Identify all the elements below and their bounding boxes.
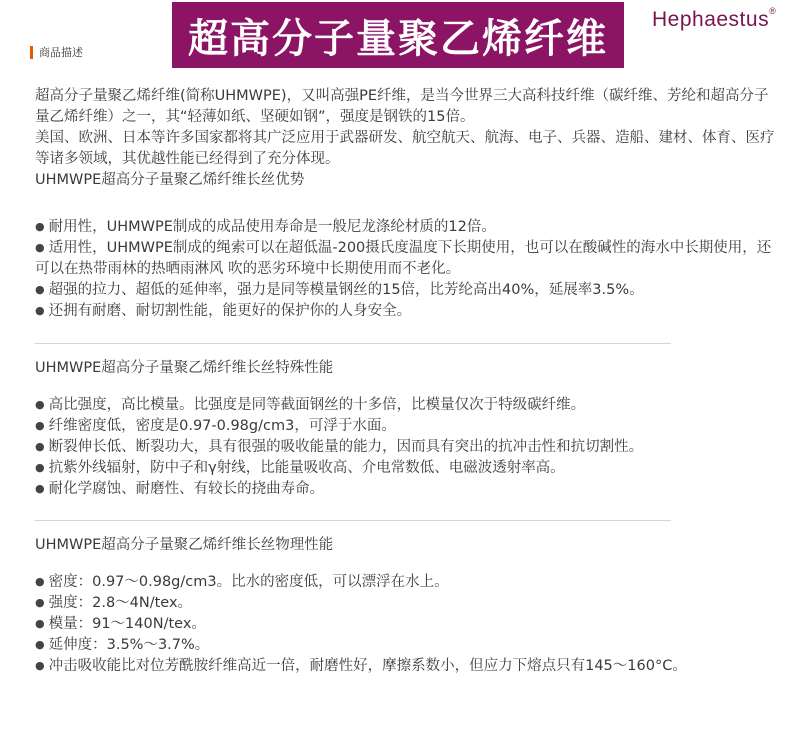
list-item: ● 密度：0.97～0.98g/cm3。比水的密度低，可以漂浮在水上。: [35, 572, 775, 593]
list-item: ● 冲击吸收能比对位芳酰胺纤维高近一倍，耐磨性好，摩擦系数小，但应力下熔点只有145～160°C。: [35, 656, 775, 677]
advantages-heading: UHMWPE超高分子量聚乙烯纤维长丝优势: [35, 172, 305, 188]
intro-paragraph-2: 美国、欧洲、日本等许多国家都将其广泛应用于武器研发、航空航天、航海、电子、兵器、造船、建材、体育、医疗等诸多领域，其优越性能已经得到了充分体现。: [35, 130, 775, 167]
list-item: ● 延伸度：3.5%～3.7%。: [35, 635, 775, 656]
registered-mark: ®: [769, 6, 777, 16]
physical-list: [35, 572, 775, 677]
intro-paragraph-1: 超高分子量聚乙烯纤维(简称UHMWPE)，又叫高强PE纤维，是当今世界三大高科技纤维（碳纤维、芳纶和超高分子量乙烯纤维）之一，其“轻薄如纸、坚硬如钢”，强度是钢铁的15倍。: [35, 88, 769, 125]
list-item: ● 高比强度，高比模量。比强度是同等截面钢丝的十多倍，比模量仅次于特级碳纤维。: [35, 395, 775, 416]
section-tag-label: 商品描述: [39, 46, 83, 59]
advantages-list: [35, 217, 775, 322]
special-list: [35, 395, 775, 500]
list-item: ● 还拥有耐磨、耐切割性能，能更好的保护你的人身安全。: [35, 301, 775, 322]
title-banner: [172, 2, 624, 68]
section-tag-bar: [30, 46, 33, 59]
list-item: ● 强度：2.8～4N/tex。: [35, 593, 775, 614]
list-item: ● 耐用性，UHMWPE制成的成品使用寿命是一般尼龙涤纶材质的12倍。: [35, 217, 775, 238]
divider: [35, 520, 671, 521]
divider: [35, 343, 671, 344]
logo-text: Hephaestus: [652, 8, 770, 31]
physical-heading: UHMWPE超高分子量聚乙烯纤维长丝物理性能: [35, 537, 334, 553]
banner-title: 超高分子量聚乙烯纤维: [188, 15, 608, 62]
list-item: ● 断裂伸长低、断裂功大，具有很强的吸收能量的能力，因而具有突出的抗冲击性和抗切割性。: [35, 437, 775, 458]
brand-logo: [652, 8, 776, 32]
list-item: ● 耐化学腐蚀、耐磨性、有较长的挠曲寿命。: [35, 479, 775, 500]
special-heading: UHMWPE超高分子量聚乙烯纤维长丝特殊性能: [35, 360, 334, 376]
list-item: ● 纤维密度低，密度是0.97-0.98g/cm3，可浮于水面。: [35, 416, 775, 437]
list-item: ● 适用性，UHMWPE制成的绳索可以在超低温-200摄氏度温度下长期使用，也可以在酸碱性的海水中长期使用，还可以在热带雨林的热晒雨淋风 吹的恶劣环境中长期使用而不老化。: [35, 238, 775, 280]
section-tag: [30, 44, 83, 60]
list-item: ● 超强的拉力、超低的延伸率，强力是同等模量钢丝的15倍，比芳纶高出40%，延展率3.5%。: [35, 280, 775, 301]
list-item: ● 模量：91～140N/tex。: [35, 614, 775, 635]
product-description: [35, 86, 775, 677]
list-item: ● 抗紫外线辐射，防中子和γ射线，比能量吸收高、介电常数低、电磁波透射率高。: [35, 458, 775, 479]
